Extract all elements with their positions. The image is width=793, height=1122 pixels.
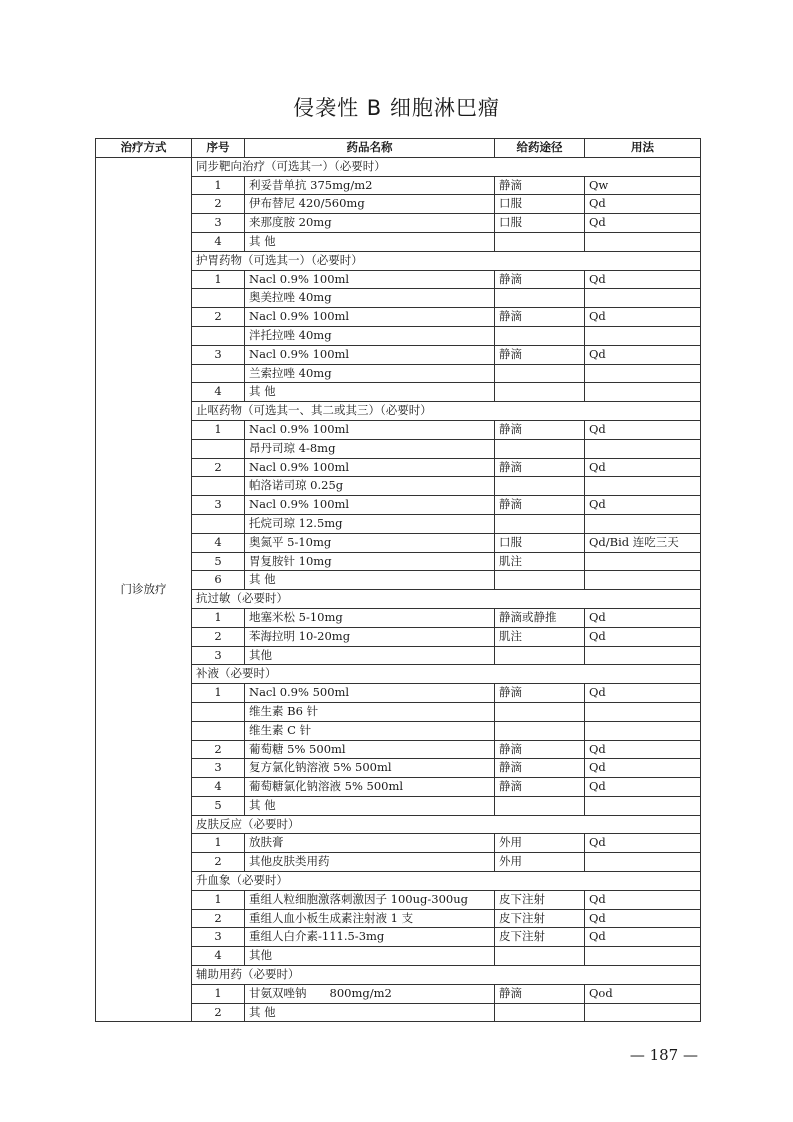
usage [585,702,701,721]
drug-name: 其 他 [245,383,495,402]
drug-name: 其他皮肤类用药 [245,853,495,872]
usage [585,232,701,251]
route: 静滴 [495,984,585,1003]
table-body [96,157,701,1022]
row-number: 2 [192,909,245,928]
usage [585,646,701,665]
route [495,1003,585,1022]
drug-name: 来那度胺 20mg [245,214,495,233]
usage: Qd [585,909,701,928]
route: 肌注 [495,552,585,571]
row-number [192,721,245,740]
usage [585,853,701,872]
route [495,514,585,533]
group-label: 止呕药物（可选其一、其二或其三）（必要时） [192,402,701,421]
group-label: 补液（必要时） [192,665,701,684]
regimen-table [95,138,701,1022]
usage: Qd [585,778,701,797]
row-number: 2 [192,740,245,759]
usage: Qd [585,420,701,439]
usage [585,796,701,815]
usage: Qd [585,890,701,909]
drug-name: 帕洛诺司琼 0.25g [245,477,495,496]
usage [585,326,701,345]
group-label: 护胃药物（可选其一）（必要时） [192,251,701,270]
route: 静滴 [495,496,585,515]
drug-name: 其 他 [245,796,495,815]
route [495,383,585,402]
usage [585,364,701,383]
row-number: 2 [192,1003,245,1022]
row-number: 1 [192,608,245,627]
route [495,477,585,496]
usage: Qd [585,214,701,233]
usage: Qod [585,984,701,1003]
header-usage: 用法 [585,139,701,158]
route: 外用 [495,834,585,853]
route: 静滴 [495,740,585,759]
row-number: 2 [192,853,245,872]
route [495,796,585,815]
usage [585,439,701,458]
route [495,702,585,721]
route: 外用 [495,853,585,872]
usage: Qd [585,345,701,364]
usage: Qd [585,834,701,853]
route: 静滴或静推 [495,608,585,627]
row-number: 2 [192,195,245,214]
group-label: 抗过敏（必要时） [192,590,701,609]
row-number: 1 [192,890,245,909]
row-number: 3 [192,496,245,515]
group-label: 皮肤反应（必要时） [192,815,701,834]
usage [585,514,701,533]
route: 皮下注射 [495,890,585,909]
usage: Qd [585,608,701,627]
route: 静滴 [495,458,585,477]
drug-name: 地塞米松 5-10mg [245,608,495,627]
drug-name: 奥氮平 5-10mg [245,533,495,552]
group-label: 同步靶向治疗（可选其一）（必要时） [192,157,701,176]
row-number: 3 [192,928,245,947]
row-number: 4 [192,383,245,402]
drug-name: 托烷司琼 12.5mg [245,514,495,533]
route: 静滴 [495,684,585,703]
usage [585,721,701,740]
group-row [96,157,701,176]
drug-name: Nacl 0.9% 100ml [245,496,495,515]
row-number [192,326,245,345]
route [495,232,585,251]
usage [585,477,701,496]
row-number: 2 [192,458,245,477]
route: 皮下注射 [495,928,585,947]
route: 静滴 [495,345,585,364]
row-number [192,702,245,721]
drug-name: 苯海拉明 10-20mg [245,627,495,646]
usage: Qd [585,684,701,703]
usage [585,571,701,590]
route: 静滴 [495,270,585,289]
drug-name: 其他 [245,947,495,966]
route: 静滴 [495,778,585,797]
drug-name: 放肤膏 [245,834,495,853]
row-number: 1 [192,176,245,195]
drug-name: 昂丹司琼 4-8mg [245,439,495,458]
usage: Qw [585,176,701,195]
group-label: 辅助用药（必要时） [192,966,701,985]
row-number: 3 [192,214,245,233]
row-number: 3 [192,345,245,364]
header-drug: 药品名称 [245,139,495,158]
route [495,439,585,458]
group-label: 升血象（必要时） [192,872,701,891]
header-mode: 治疗方式 [96,139,192,158]
row-number: 5 [192,796,245,815]
route [495,326,585,345]
row-number: 4 [192,778,245,797]
drug-name: 重组人粒细胞激落刺激因子 100ug-300ug [245,890,495,909]
route: 皮下注射 [495,909,585,928]
route: 口服 [495,214,585,233]
route: 口服 [495,195,585,214]
route [495,571,585,590]
drug-name: 维生素 B6 针 [245,702,495,721]
route [495,289,585,308]
row-number: 1 [192,420,245,439]
drug-name: 奥美拉唑 40mg [245,289,495,308]
drug-name: 其 他 [245,571,495,590]
row-number: 1 [192,270,245,289]
usage [585,552,701,571]
route: 静滴 [495,420,585,439]
usage [585,289,701,308]
row-number [192,514,245,533]
usage: Qd [585,458,701,477]
row-number: 1 [192,984,245,1003]
row-number: 1 [192,834,245,853]
row-number: 3 [192,646,245,665]
route: 肌注 [495,627,585,646]
drug-name: Nacl 0.9% 100ml [245,345,495,364]
row-number: 2 [192,627,245,646]
route [495,947,585,966]
table-header-row [96,139,701,158]
row-number: 6 [192,571,245,590]
row-number: 3 [192,759,245,778]
route: 静滴 [495,176,585,195]
page-number: — 187 — [629,1046,698,1064]
drug-name: Nacl 0.9% 500ml [245,684,495,703]
header-number: 序号 [192,139,245,158]
drug-name: 胃复胺针 10mg [245,552,495,571]
route: 静滴 [495,759,585,778]
drug-name: 复方氯化钠溶液 5% 500ml [245,759,495,778]
route: 口服 [495,533,585,552]
treatment-mode: 门诊放疗 [96,157,192,1022]
drug-name: 其 他 [245,232,495,251]
drug-name: Nacl 0.9% 100ml [245,420,495,439]
usage [585,383,701,402]
row-number: 2 [192,308,245,327]
row-number: 4 [192,533,245,552]
usage: Qd [585,740,701,759]
route [495,364,585,383]
drug-name: 利妥昔单抗 375mg/m2 [245,176,495,195]
drug-name: Nacl 0.9% 100ml [245,308,495,327]
usage: Qd [585,627,701,646]
usage [585,1003,701,1022]
header-route: 给药途径 [495,139,585,158]
drug-name: 兰索拉唑 40mg [245,364,495,383]
usage: Qd/Bid 连吃三天 [585,533,701,552]
row-number: 4 [192,947,245,966]
route [495,721,585,740]
row-number [192,477,245,496]
usage: Qd [585,496,701,515]
usage: Qd [585,759,701,778]
drug-name: 葡萄糖 5% 500ml [245,740,495,759]
usage [585,947,701,966]
drug-name: 泮托拉唑 40mg [245,326,495,345]
row-number [192,439,245,458]
drug-name: 维生素 C 针 [245,721,495,740]
row-number [192,289,245,308]
drug-name: 其 他 [245,1003,495,1022]
drug-name: 重组人白介素-111.5-3mg [245,928,495,947]
drug-name: 伊布替尼 420/560mg [245,195,495,214]
usage: Qd [585,308,701,327]
route [495,646,585,665]
row-number: 4 [192,232,245,251]
drug-name: 其他 [245,646,495,665]
row-number: 1 [192,684,245,703]
usage: Qd [585,195,701,214]
page-title: 侵袭性 B 细胞淋巴瘤 [293,96,500,120]
row-number: 5 [192,552,245,571]
route: 静滴 [495,308,585,327]
drug-name: Nacl 0.9% 100ml [245,270,495,289]
drug-name: 重组人血小板生成素注射液 1 支 [245,909,495,928]
drug-name: Nacl 0.9% 100ml [245,458,495,477]
drug-name: 甘氨双唑钠 800mg/m2 [245,984,495,1003]
usage: Qd [585,270,701,289]
drug-name: 葡萄糖氯化钠溶液 5% 500ml [245,778,495,797]
row-number [192,364,245,383]
usage: Qd [585,928,701,947]
